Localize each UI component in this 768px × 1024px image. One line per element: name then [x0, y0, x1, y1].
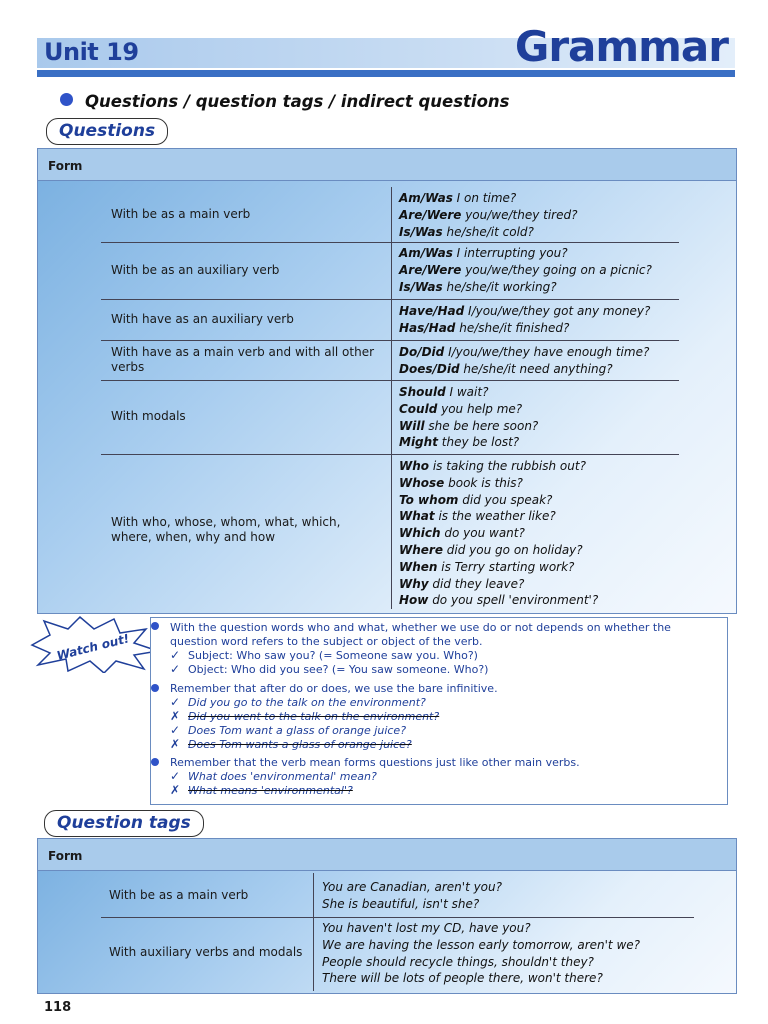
- question-tags-table: [37, 838, 737, 994]
- column-divider: [391, 187, 392, 609]
- row-examples: You haven't lost my CD, have you? We are having the lesson early tomorrow, aren't we? People should recycle things, shouldn't they? There will be lots of people there, won't there?: [322, 921, 641, 986]
- example-incorrect: Does Tom wants a glass of orange juice?: [188, 738, 412, 751]
- row-divider: [101, 917, 694, 918]
- bullet-icon: [60, 93, 73, 106]
- row-divider: [101, 299, 679, 300]
- row-label: With be as an auxiliary verb: [111, 263, 280, 277]
- row-examples: Am/Was I on time? Are/Were you/we/they tired? Is/Was he/she/it cold?: [399, 191, 578, 239]
- cross-icon: ✗: [170, 783, 181, 797]
- row-label: With who, whose, whom, what, which, where, when, why and how: [111, 515, 341, 544]
- topic-heading: [60, 92, 509, 111]
- bullet-icon: [151, 758, 159, 766]
- row-label: With auxiliary verbs and modals: [109, 945, 303, 959]
- row-examples: Am/Was I interrupting you? Are/Were you/we/they going on a picnic? Is/Was he/she/it working?: [399, 246, 652, 294]
- header-rule: [37, 70, 735, 77]
- question-tags-pill: Question tags: [44, 810, 204, 837]
- row-divider: [101, 242, 679, 243]
- note-text: question word refers to the subject or object of the verb.: [170, 635, 483, 648]
- row-label: With have as a main verb and with all other verbs: [111, 345, 375, 374]
- row-label: With have as an auxiliary verb: [111, 312, 294, 326]
- row-divider: [101, 340, 679, 341]
- watch-out-badge: [24, 615, 164, 673]
- note-text: Remember that the verb mean forms questions just like other main verbs.: [170, 756, 580, 769]
- cross-icon: ✗: [170, 737, 181, 751]
- row-examples: Have/Had I/you/we/they got any money? Has/Had he/she/it finished?: [399, 304, 651, 335]
- row-examples: Who is taking the rubbish out? Whose book is this? To whom did you speak? What is the weather like? Which do you want? Where did you go on holiday? When is Terry starting work? Why did they leave? How do you spell 'environment'?: [399, 459, 599, 608]
- row-examples: Should I wait? Could you help me? Will she be here soon? Might they be lost?: [399, 385, 539, 450]
- page-number: 118: [44, 1000, 72, 1015]
- form-label: Form: [38, 149, 736, 181]
- bullet-icon: [151, 684, 159, 692]
- row-examples: You are Canadian, aren't you? She is beautiful, isn't she?: [322, 880, 502, 911]
- bullet-icon: [151, 622, 159, 630]
- note-text: Subject: Who saw you? (= Someone saw you. Who?): [188, 649, 478, 662]
- example-correct: Did you go to the talk on the environment?: [188, 696, 426, 709]
- row-label: With be as a main verb: [111, 207, 251, 221]
- check-icon: ✓: [170, 695, 181, 709]
- section-title: Grammar: [514, 22, 728, 71]
- example-correct: Does Tom want a glass of orange juice?: [188, 724, 407, 737]
- check-icon: ✓: [170, 723, 181, 737]
- watch-out-text: Watch out!: [55, 631, 131, 663]
- row-examples: Do/Did I/you/we/they have enough time? Does/Did he/she/it need anything?: [399, 345, 650, 376]
- questions-table: [37, 148, 737, 614]
- note-text: Object: Who did you see? (= You saw someone. Who?): [188, 663, 489, 676]
- example-correct: What does 'environmental' mean?: [188, 770, 377, 783]
- row-label: With be as a main verb: [109, 888, 249, 902]
- note-text: Remember that after do or does, we use the bare infinitive.: [170, 682, 498, 695]
- row-label: With modals: [111, 409, 186, 423]
- check-icon: ✓: [170, 662, 181, 676]
- questions-pill: Questions: [46, 118, 168, 145]
- example-incorrect: Did you went to the talk on the environment?: [188, 710, 440, 723]
- check-icon: ✓: [170, 769, 181, 783]
- note-text: With the question words who and what, whether we use do or not depends on whether the: [170, 621, 671, 634]
- cross-icon: ✗: [170, 709, 181, 723]
- check-icon: ✓: [170, 648, 181, 662]
- topic-text: Questions / question tags / indirect questions: [85, 92, 510, 111]
- row-divider: [101, 380, 679, 381]
- example-incorrect: What means 'environmental'?: [188, 784, 353, 797]
- unit-title: Unit 19: [44, 38, 139, 66]
- column-divider: [313, 873, 314, 991]
- row-divider: [101, 454, 679, 455]
- form-label: Form: [38, 839, 736, 871]
